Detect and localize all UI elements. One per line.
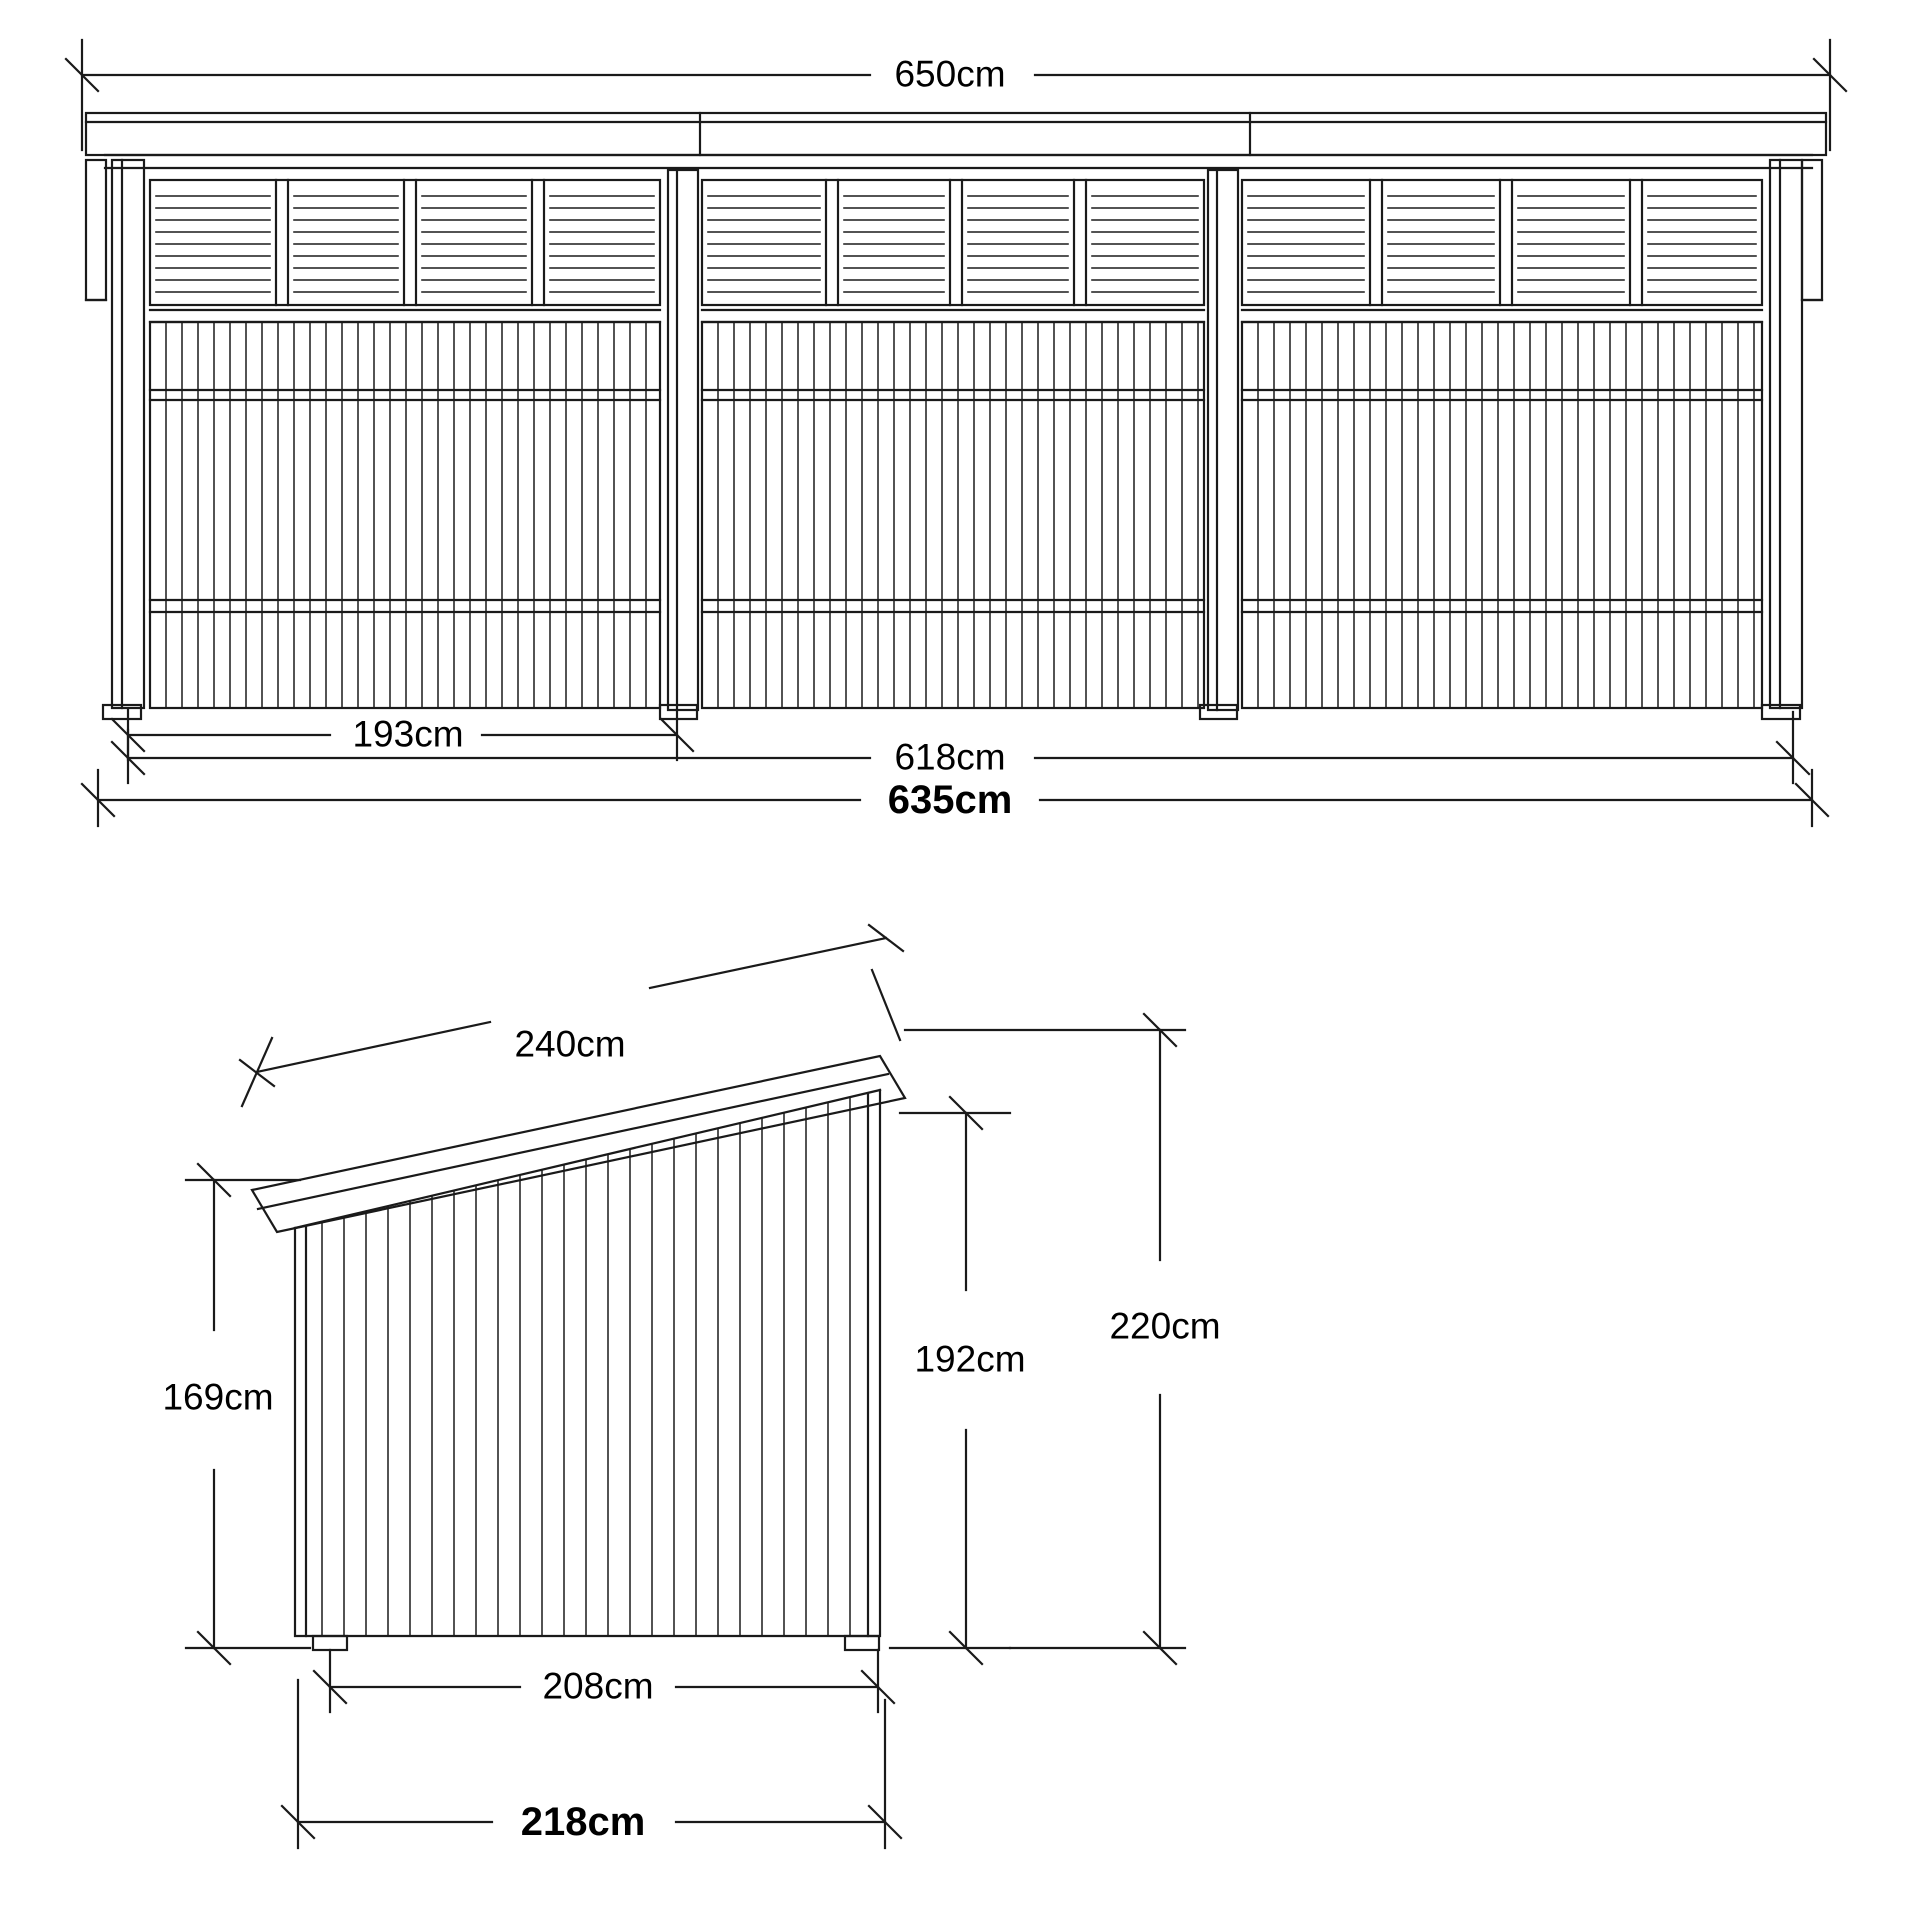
dim-overall-height: 220cm: [1101, 1307, 1228, 1348]
dim-overall-roof-width: 650cm: [886, 55, 1013, 96]
front-elevation-group: [66, 40, 1846, 826]
side-elevation-group: [186, 925, 1185, 1848]
dim-roof-slope-length: 240cm: [506, 1025, 633, 1066]
dim-base-depth: 218cm: [513, 1800, 654, 1844]
dim-front-wall-height: 192cm: [906, 1340, 1033, 1381]
dim-side-wall-depth: 208cm: [534, 1667, 661, 1708]
dim-rear-wall-height: 169cm: [154, 1378, 281, 1419]
dim-wall-width: 618cm: [886, 738, 1013, 779]
dim-base-width: 635cm: [880, 778, 1021, 822]
dim-bay-width: 193cm: [344, 715, 471, 756]
